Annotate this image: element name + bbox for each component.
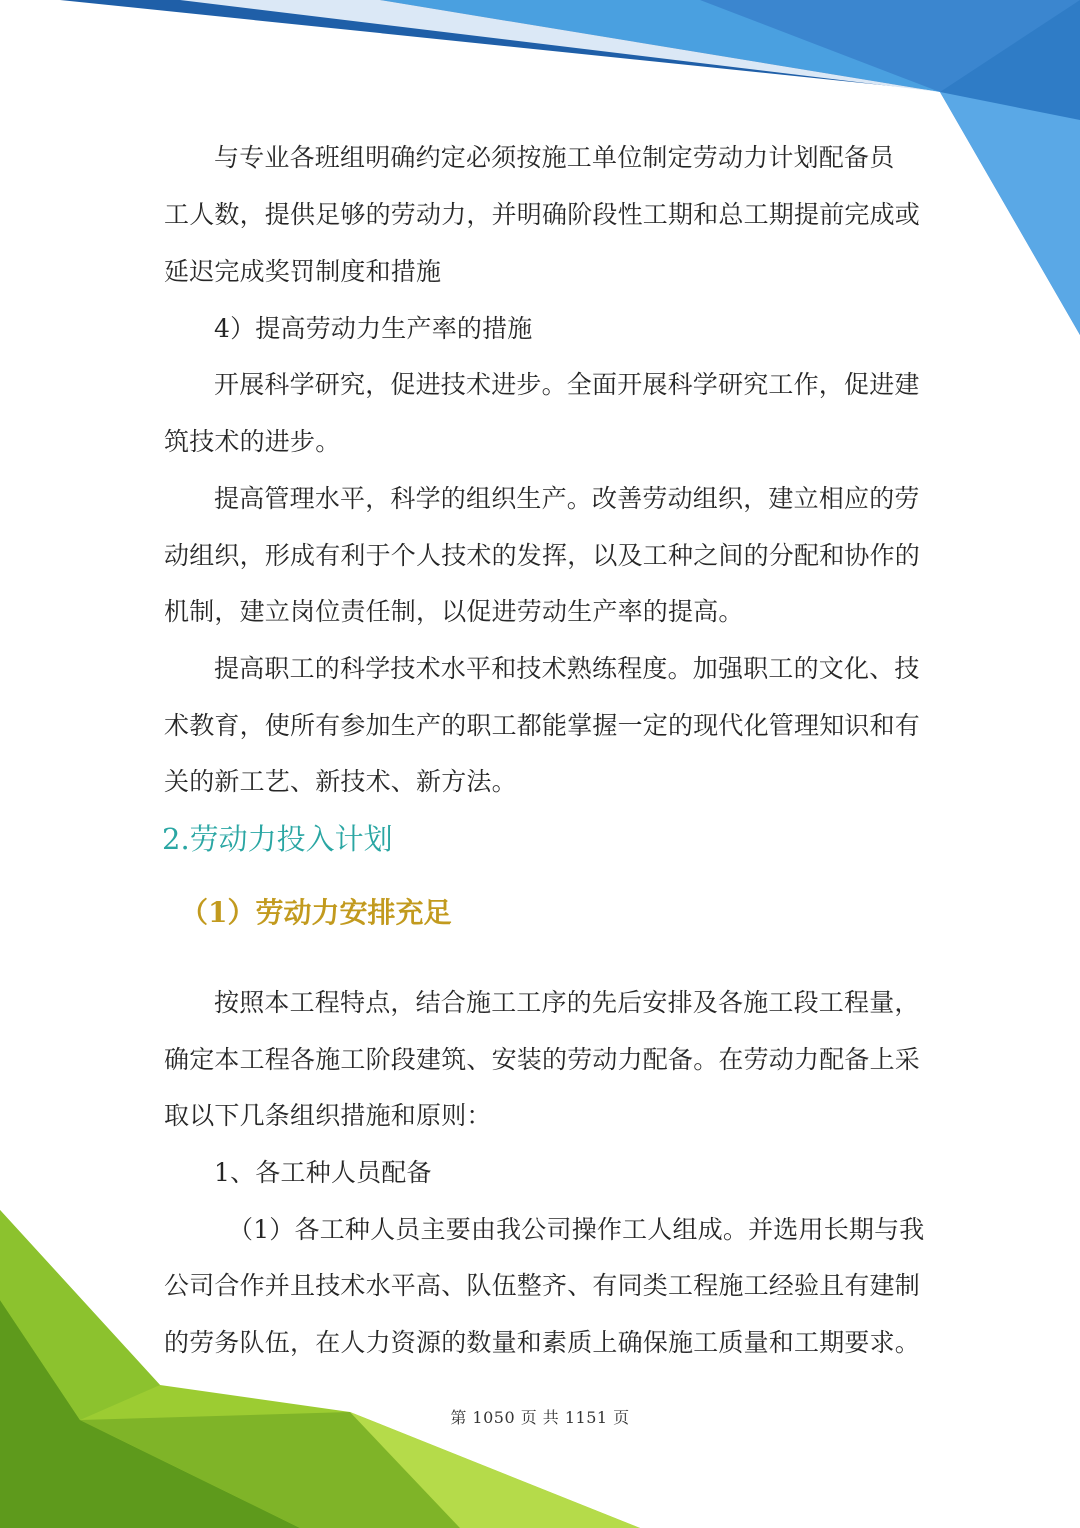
paragraph-line: 确定本工程各施工阶段建筑、安装的劳动力配备。在劳动力配备上采 — [164, 1045, 921, 1074]
paragraph-line: 延迟完成奖罚制度和措施 — [164, 257, 442, 286]
paragraph-line: 筑技术的进步。 — [164, 427, 341, 456]
subsection-heading: （1）劳动力安排充足 — [180, 896, 452, 929]
list-item-title: 1、各工种人员配备 — [214, 1158, 432, 1187]
watermark-id: 小红书号 4186496... — [862, 1485, 1043, 1505]
paragraph-line: （1）各工种人员主要由我公司操作工人组成。并选用长期与我 — [228, 1215, 925, 1244]
paragraph-line: 动组织，形成有利于个人技术的发挥，以及工种之间的分配和协作的 — [164, 541, 921, 570]
paragraph-line: 关的新工艺、新技术、新方法。 — [164, 767, 517, 796]
paragraph-line: 提高职工的科学技术水平和技术熟练程度。加强职工的文化、技 — [214, 654, 920, 683]
paragraph-line: 按照本工程特点，结合施工工序的先后安排及各施工段工程量， — [214, 988, 920, 1017]
paragraph-line: 开展科学研究，促进技术进步。全面开展科学研究工作，促进建 — [214, 370, 920, 399]
section-heading: 2.劳动力投入计划 — [162, 822, 393, 856]
paragraph-line: 工人数，提供足够的劳动力，并明确阶段性工期和总工期提前完成或 — [164, 200, 921, 229]
paragraph-line: 机制，建立岗位责任制，以促进劳动生产率的提高。 — [164, 597, 744, 626]
paragraph-line: 的劳务队伍，在人力资源的数量和素质上确保施工质量和工期要求。 — [164, 1328, 921, 1357]
paragraph-line: 提高管理水平，科学的组织生产。改善劳动组织，建立相应的劳 — [214, 484, 920, 513]
paragraph-line: 术教育，使所有参加生产的职工都能掌握一定的现代化管理知识和有 — [164, 711, 921, 740]
page-number-footer: 第 1050 页 共 1151 页 — [450, 1408, 630, 1427]
paragraph-line: 与专业各班组明确约定必须按施工单位制定劳动力计划配备员 — [214, 143, 895, 172]
paragraph-line: 取以下几条组织措施和原则： — [164, 1101, 492, 1130]
watermark-logo: 小红书 — [992, 1440, 1058, 1474]
list-item-title: 4）提高劳动力生产率的措施 — [214, 314, 533, 343]
paragraph-line: 公司合作并且技术水平高、队伍整齐、有同类工程施工经验且有建制 — [164, 1271, 921, 1300]
